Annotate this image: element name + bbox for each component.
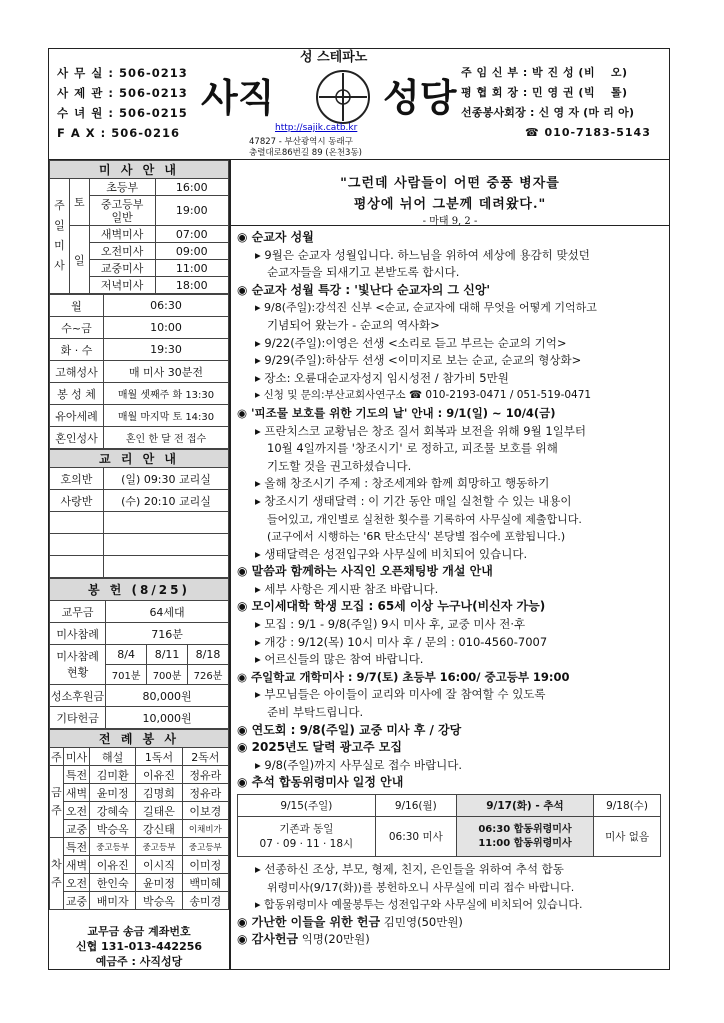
sun-label: 일 [69, 226, 89, 294]
liturgy-cell: 중고등부 [182, 838, 228, 856]
news-heading: ◉ 순교자 성월 [237, 230, 314, 244]
liturgy-head: 1독서 [136, 748, 182, 766]
liturgy-cell: 이보경 [182, 802, 228, 820]
top-title: 성 스테파노 [300, 50, 368, 65]
this-week-label [50, 766, 64, 838]
staff-council: 평 협 회 장 : 민 영 권 (빅 톨) [461, 86, 628, 99]
scripture-quote [231, 160, 669, 226]
offering-value: 716분 [106, 623, 229, 645]
next-week-label [50, 838, 64, 910]
sunday-label-3: 미 [54, 239, 65, 252]
thanks-value: 익명(20만원) [301, 932, 370, 947]
news-heading: ◉ 2025년도 달력 광고주 모집 [237, 740, 402, 755]
mass-title: 미 사 안 내 [50, 161, 229, 179]
address-line2: 충렬대로86번길 89 (온천3동) [249, 148, 362, 158]
liturgy-cell: 윤미정 [136, 874, 182, 892]
edu-title: 교 리 안 내 [50, 450, 229, 468]
edu-value: (수) 20:10 교리실 [104, 490, 229, 512]
week-value: 19:30 [104, 339, 229, 361]
news-heading: ◉ 모이세대학 학생 모집 : 65세 이상 누구나(비신자 가능) [237, 599, 546, 614]
sat-label: 토 [69, 179, 89, 226]
offering-value: 10,000원 [106, 707, 229, 729]
offering-value: 64세대 [106, 601, 229, 623]
offering-table [49, 578, 229, 729]
liturgy-cell: 강혜숙 [90, 802, 136, 820]
attendance-date: 8/11 [147, 645, 188, 665]
chuseok-head: 9/15(주일) [238, 795, 376, 817]
edu-label: 사랑반 [50, 490, 104, 512]
week-label: 월 [50, 295, 104, 317]
liturgy-cell: 정유라 [182, 766, 228, 784]
liturgy-cell: 정유라 [182, 784, 228, 802]
liturgy-cell: 이채비가 [182, 820, 228, 838]
week-label: 고해성사 [50, 361, 104, 383]
edu-label: 호의반 [50, 468, 104, 490]
attendance-count: 701분 [106, 665, 147, 685]
liturgy-mass: 교중 [64, 892, 90, 910]
news-heading: ◉ 주일학교 개학미사 : 9/7(토) 초등부 16:00/ 중고등부 19:00 [237, 669, 570, 684]
attendance-count: 726분 [188, 665, 229, 685]
news-line: ▸ 모집 : 9/1 - 9/8(주일) 9시 미사 후, 교중 미사 전·후 [255, 617, 526, 632]
liturgy-cell: 이시직 [136, 856, 182, 874]
liturgy-mass: 새벽 [64, 784, 90, 802]
liturgy-cell: 한인숙 [90, 874, 136, 892]
mass-row: 중고등부 일반 [89, 196, 155, 226]
offering-label: 기타헌금 [50, 707, 106, 729]
sunday-label [50, 179, 70, 294]
liturgy-head: 주 [50, 748, 64, 766]
news-line: ▸ 합동위령미사 예물봉투는 성전입구와 사무실에 비치되어 있습니다. [255, 898, 583, 912]
news-line: ▸ 어르신들의 많은 참여 바랍니다. [255, 652, 424, 667]
website-link[interactable]: http://sajik.catb.kr [275, 123, 358, 133]
news-line: ▸ 9/8(주일)까지 사무실로 접수 바랍니다. [255, 757, 463, 772]
sunday-label-4: 사 [54, 259, 65, 272]
title-seongdang: 성당 [383, 76, 457, 120]
weekday-table [49, 294, 229, 449]
liturgy-cell: 길태은 [136, 802, 182, 820]
sunday-label-2: 일 [54, 219, 65, 232]
news-line: 순교자들을 되새기고 본받도록 합시다. [267, 265, 460, 280]
edu-empty [104, 512, 229, 534]
church-logo-icon [313, 67, 373, 127]
attendance-date: 8/18 [188, 645, 229, 665]
chuseok-cell: 기존과 동일 07 · 09 · 11 · 18시 [238, 817, 376, 857]
offering-label: 성소후원금 [50, 685, 106, 707]
attendance-date: 8/4 [106, 645, 147, 665]
week-value: 혼인 한 달 전 접수 [104, 427, 229, 449]
chuseok-head: 9/17(화) - 추석 [456, 795, 593, 817]
offering-label: 미사참례 [50, 623, 106, 645]
news-heading: ◉ 말씀과 함께하는 사직인 오픈채팅방 개설 안내 [237, 564, 493, 579]
news-line: ▸ 9/8(주일):강석진 신부 <순교, 순교자에 대해 무엇을 어떻게 기억하고 [255, 301, 597, 315]
title-sajik: 사직 [201, 76, 275, 120]
liturgy-table [49, 729, 229, 910]
news-heading: ◉ 추석 합동위령미사 일정 안내 [237, 775, 404, 790]
news-line: ▸ 개강 : 9/12(목) 10시 미사 후 / 문의 : 010-4560-7007 [255, 634, 548, 649]
mass-row: 새벽미사 [89, 226, 155, 243]
news-line: ▸ 부모님들은 아이들이 교리와 미사에 잘 참여할 수 있도록 [255, 687, 546, 702]
liturgy-cell: 윤미정 [90, 784, 136, 802]
mass-time: 19:00 [155, 196, 228, 226]
donation-line [237, 914, 669, 932]
staff-pastor: 주 임 신 부 : 박 진 성 (비 오) [461, 66, 628, 79]
edu-empty [50, 512, 104, 534]
contact-rectory: 사 제 관 : 506-0213 [57, 86, 188, 100]
liturgy-head: 해설 [90, 748, 136, 766]
staff-list [461, 63, 651, 143]
news-line: ▸ 세부 사항은 게시판 참조 바랍니다. [255, 581, 439, 596]
edu-empty [104, 556, 229, 578]
news-line: ▸ 9월은 순교자 성월입니다. 하느님을 위하여 세상에 용감히 맞섰던 [255, 247, 590, 262]
contact-fax: F A X : 506-0216 [57, 126, 181, 140]
mass-row: 초등부 [89, 179, 155, 196]
staff-phone: ☎ 010-7183-5143 [525, 126, 651, 139]
account-number: 신협 131-013-442256 [75, 940, 203, 953]
news-line: ▸ 생태달력은 성전입구와 사무실에 비치되어 있습니다. [255, 546, 528, 561]
liturgy-mass: 오전 [64, 874, 90, 892]
news-line: ▸ 창조시기 생태달력 : 이 기간 동안 매일 실천할 수 있는 내용이 [255, 493, 572, 508]
next-week-char: 차 [51, 857, 62, 871]
chuseok-head: 9/16(월) [375, 795, 456, 817]
edu-value: (일) 09:30 교리실 [104, 468, 229, 490]
thanks-line [237, 931, 669, 949]
chuseok-head: 9/18(수) [594, 795, 661, 817]
liturgy-cell: 강신태 [136, 820, 182, 838]
contact-convent: 수 녀 원 : 506-0215 [57, 106, 188, 120]
liturgy-cell: 이미정 [182, 856, 228, 874]
offering-label: 교무금 [50, 601, 106, 623]
chuseok-notes [231, 857, 669, 949]
liturgy-title: 전 례 봉 사 [50, 730, 229, 748]
chuseok-cell: 06:30 미사 [375, 817, 456, 857]
news-line: 기념되어 왔는가 - 순교의 역사화> [267, 317, 440, 332]
news-line: 위령미사(9/17(화))를 봉헌하오니 사무실에 미리 접수 바랍니다. [267, 880, 575, 894]
liturgy-mass: 오전 [64, 802, 90, 820]
news-line: ▸ 프란치스코 교황님은 창조 질서 회복과 보전을 위해 9월 1일부터 [255, 423, 587, 438]
liturgy-cell: 김미환 [90, 766, 136, 784]
mass-time: 18:00 [155, 277, 228, 294]
liturgy-cell: 중고등부 [136, 838, 182, 856]
quote-line2: 평상에 뉘어 그분께 데려왔다." [353, 197, 547, 212]
liturgy-cell: 김명희 [136, 784, 182, 802]
week-value: 매월 셋째주 화 13:30 [104, 383, 229, 405]
offering-value: 80,000원 [106, 685, 229, 707]
week-label: 봉 성 체 [50, 383, 104, 405]
news-line: 10월 4일까지를 '창조시기' 로 정하고, 피조물 보호를 위해 [267, 441, 558, 456]
chuseok-cell: 06:30 합동위령미사 11:00 합동위령미사 [456, 817, 593, 857]
mass-time: 07:00 [155, 226, 228, 243]
week-value: 매 미사 30분전 [104, 361, 229, 383]
contact-office: 사 무 실 : 506-0213 [57, 66, 188, 80]
donation-value: 김민영(50만원) [383, 914, 463, 929]
quote-line1: "그런데 사람들이 어떤 중풍 병자를 [340, 176, 560, 191]
edu-empty [50, 556, 104, 578]
this-week-char: 금 [51, 785, 62, 799]
mass-time: 09:00 [155, 243, 228, 260]
chuseok-table [237, 794, 661, 857]
offering-title: 봉 헌 (8/25) [50, 579, 229, 601]
liturgy-head: 미사 [64, 748, 90, 766]
liturgy-head: 2독서 [182, 748, 228, 766]
news-line: ▸ 9/29(주일):하삼두 선생 <이미지로 보는 순교, 순교의 형상화> [255, 353, 582, 368]
liturgy-cell: 백미혜 [182, 874, 228, 892]
week-label: 혼인성사 [50, 427, 104, 449]
next-week-char: 주 [51, 875, 62, 889]
right-column [230, 160, 670, 970]
liturgy-cell: 이유진 [90, 856, 136, 874]
attendance-label: 미사참례 현황 [50, 645, 106, 685]
mass-row: 교중미사 [89, 260, 155, 277]
week-value: 매월 마지막 토 14:30 [104, 405, 229, 427]
news-heading: ◉ '피조물 보호를 위한 기도의 날' 안내 : 9/1(일) ~ 10/4(금) [237, 405, 556, 420]
news-list [231, 226, 669, 792]
edu-table [49, 449, 229, 578]
week-value: 06:30 [104, 295, 229, 317]
week-label: 수~금 [50, 317, 104, 339]
address-line1: 47827 - 부산광역시 동래구 [249, 137, 353, 147]
account-info [49, 910, 229, 969]
header-box [48, 48, 670, 160]
liturgy-mass: 교중 [64, 820, 90, 838]
liturgy-mass: 특전 [64, 838, 90, 856]
liturgy-cell: 송미경 [182, 892, 228, 910]
account-title: 교무금 송금 계좌번호 [87, 925, 191, 938]
week-value: 10:00 [104, 317, 229, 339]
liturgy-cell: 중고등부 [90, 838, 136, 856]
news-line: 준비 부탁드립니다. [267, 705, 364, 720]
staff-funeral: 선종봉사회장 : 신 영 자 (마 리 아) [461, 106, 635, 119]
week-label: 화 · 수 [50, 339, 104, 361]
mass-row: 저녁미사 [89, 277, 155, 294]
attendance-count: 700분 [147, 665, 188, 685]
week-label: 유아세례 [50, 405, 104, 427]
edu-empty [50, 534, 104, 556]
donation-label: ◉ 가난한 이들을 위한 헌금 [237, 914, 381, 929]
news-line: ▸ 9/22(주일):이영은 선생 <소리로 듣고 부르는 순교의 기억> [255, 335, 567, 350]
thanks-label: ◉ 감사헌금 [237, 932, 299, 947]
liturgy-cell: 배미자 [90, 892, 136, 910]
news-line: 기도할 것을 권고하셨습니다. [267, 458, 412, 473]
liturgy-mass: 특전 [64, 766, 90, 784]
chuseok-cell: 미사 없음 [594, 817, 661, 857]
quote-ref: - 마태 9, 2 - [422, 216, 478, 227]
edu-empty [104, 534, 229, 556]
account-holder: 예금주 : 사직성당 [95, 955, 183, 968]
liturgy-cell: 이유진 [136, 766, 182, 784]
mass-table [49, 160, 229, 294]
left-column [48, 160, 230, 970]
sunday-label-1: 주 [54, 199, 65, 212]
news-heading: ◉ 연도회 : 9/8(주일) 교중 미사 후 / 강당 [237, 722, 462, 737]
liturgy-cell: 박승옥 [136, 892, 182, 910]
liturgy-cell: 박승옥 [90, 820, 136, 838]
office-contacts [57, 63, 188, 143]
news-line: (교구에서 시행하는 '6R 탄소단식' 본당별 접수에 포함됩니다.) [267, 530, 566, 544]
news-heading: ◉ 순교자 성월 특강 : '빛난다 순교자의 그 신앙' [237, 282, 491, 297]
mass-row: 오전미사 [89, 243, 155, 260]
news-line: 들어있고, 개인별로 실천한 횟수를 기록하여 사무실에 제출합니다. [267, 512, 582, 526]
news-line: ▸ 올해 창조시기 주제 : 창조세계와 함께 희망하고 행동하기 [255, 476, 550, 491]
news-line: ▸ 신청 및 문의:부산교회사연구소 ☎ 010-2193-0471 / 051-519-0471 [255, 389, 592, 402]
mass-time: 11:00 [155, 260, 228, 277]
news-line: ▸ 선종하신 조상, 부모, 형제, 친지, 은인들을 위하여 추석 합동 [255, 862, 564, 876]
mass-time: 16:00 [155, 179, 228, 196]
this-week-char: 주 [51, 803, 62, 817]
liturgy-mass: 새벽 [64, 856, 90, 874]
news-line: ▸ 장소: 오륜대순교자성지 임시성전 / 참가비 5만원 [255, 370, 509, 385]
